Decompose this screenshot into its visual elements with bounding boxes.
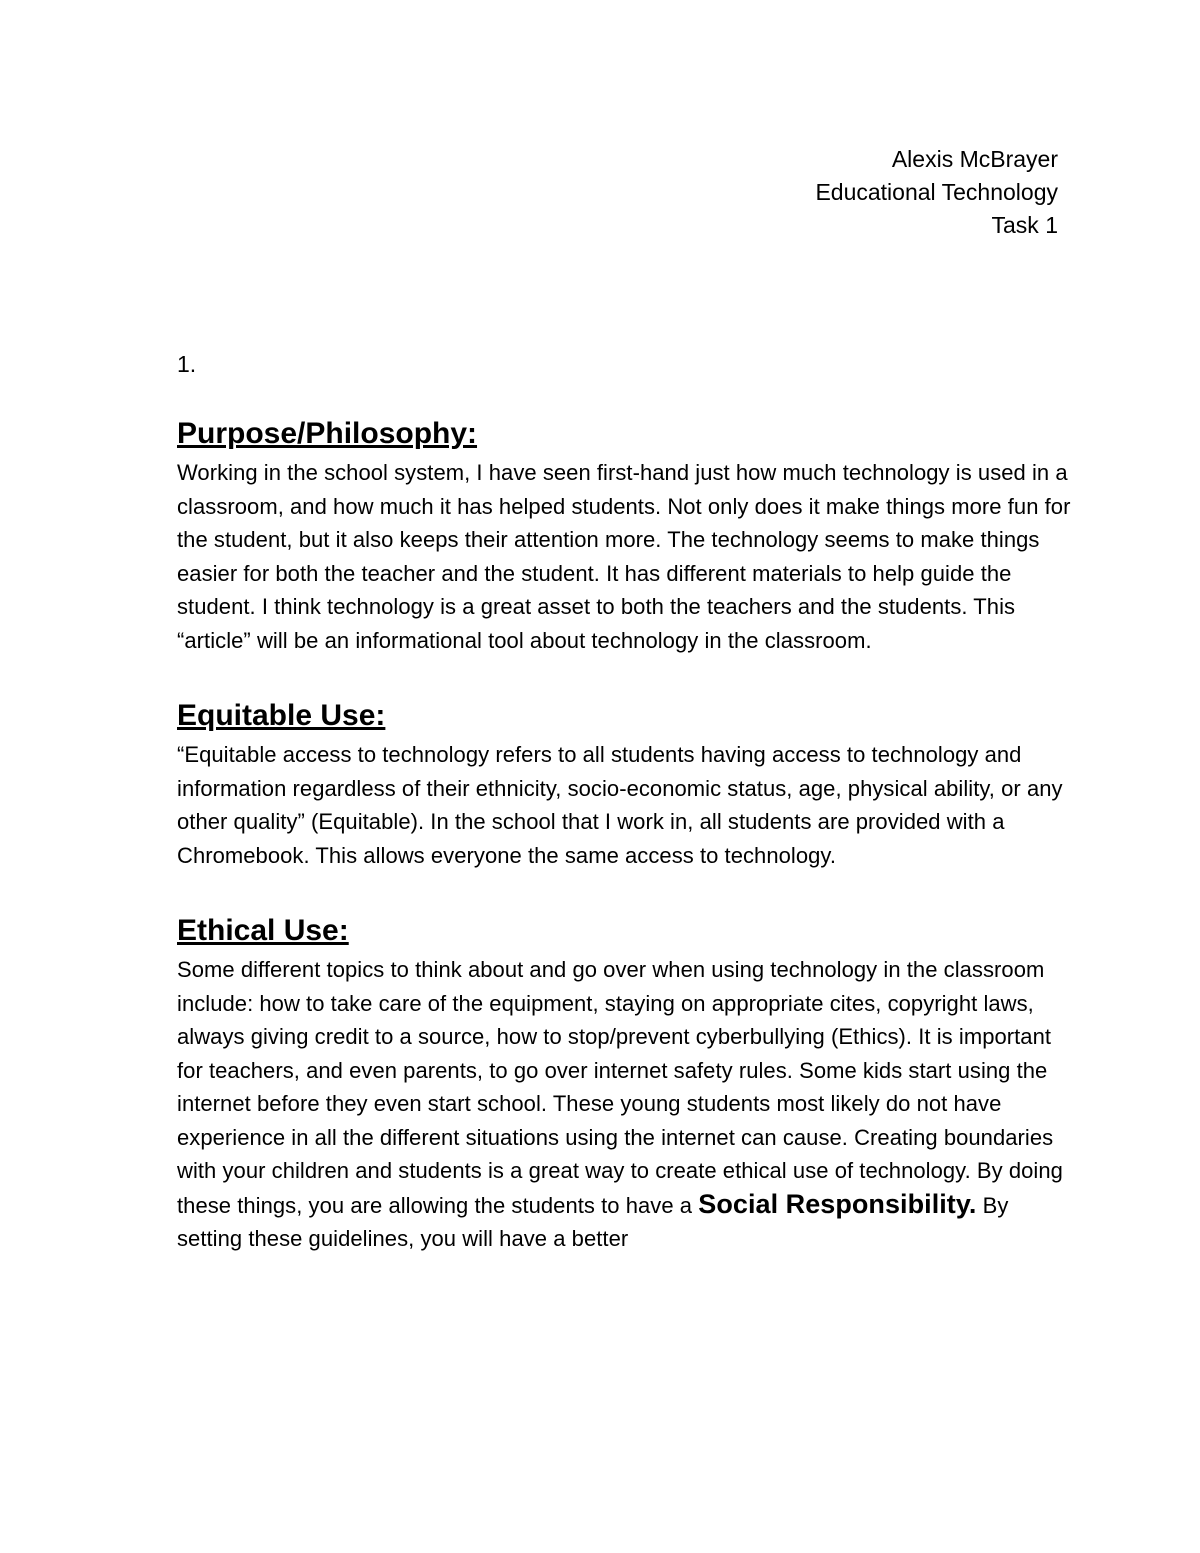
document-header [815,143,1058,242]
section-heading-equitable: Equitable Use: [177,699,386,732]
paragraph-ethical-end: By setting these guidelines, you will have a better [177,1192,1009,1251]
document-body [177,412,1077,1293]
paragraph-purpose: Working in the school system, I have seen first-hand just how much technology is used in a classroom, and how much it has helped students. Not only does it make things more fun for the student, but it also keeps their attention more. The technology seems to make things easier for both the teacher and the student. It has different materials to help guide the student. I think technology is a great asset to both the teachers and the students. This “article” will be an informational tool about technology in the classroom. [177,460,1071,653]
section-ethical [177,909,1077,1256]
social-responsibility-emphasis: Social Responsibility. [698,1188,977,1219]
course-name: Educational Technology [815,179,1058,205]
section-purpose [177,412,1077,657]
section-heading-purpose: Purpose/Philosophy: [177,417,478,450]
section-heading-ethical: Ethical Use: [177,914,349,947]
task-label: Task 1 [991,212,1058,238]
section-equitable [177,694,1077,872]
paragraph-ethical-start: Some different topics to think about and go over when using technology in the classroom include: how to take care of the equipment, staying on appropriate cites, copyright laws, always giving credit to a source, how to stop/prevent cyberbullying (Ethics). It is important for teachers, and even parents, to go over internet safety rules. Some kids start using the internet before they even start school. These young students most likely do not have experience in all the different situations using the internet can cause. Creating boundaries with your children and students is a great way to create ethical use of technology. By doing these things, you are allowing the students to have a [177,957,1063,1218]
paragraph-ethical [177,953,1077,1256]
paragraph-equitable: “Equitable access to technology refers to all students having access to technology and information regardless of their ethnicity, socio-economic status, age, physical ability, or any other quality” (Equitable). In the school that I work in, all students are provided with a Chromebook. This allows everyone the same access to technology. [177,742,1063,868]
question-number: 1. [177,351,197,377]
author-name: Alexis McBrayer [891,146,1058,172]
